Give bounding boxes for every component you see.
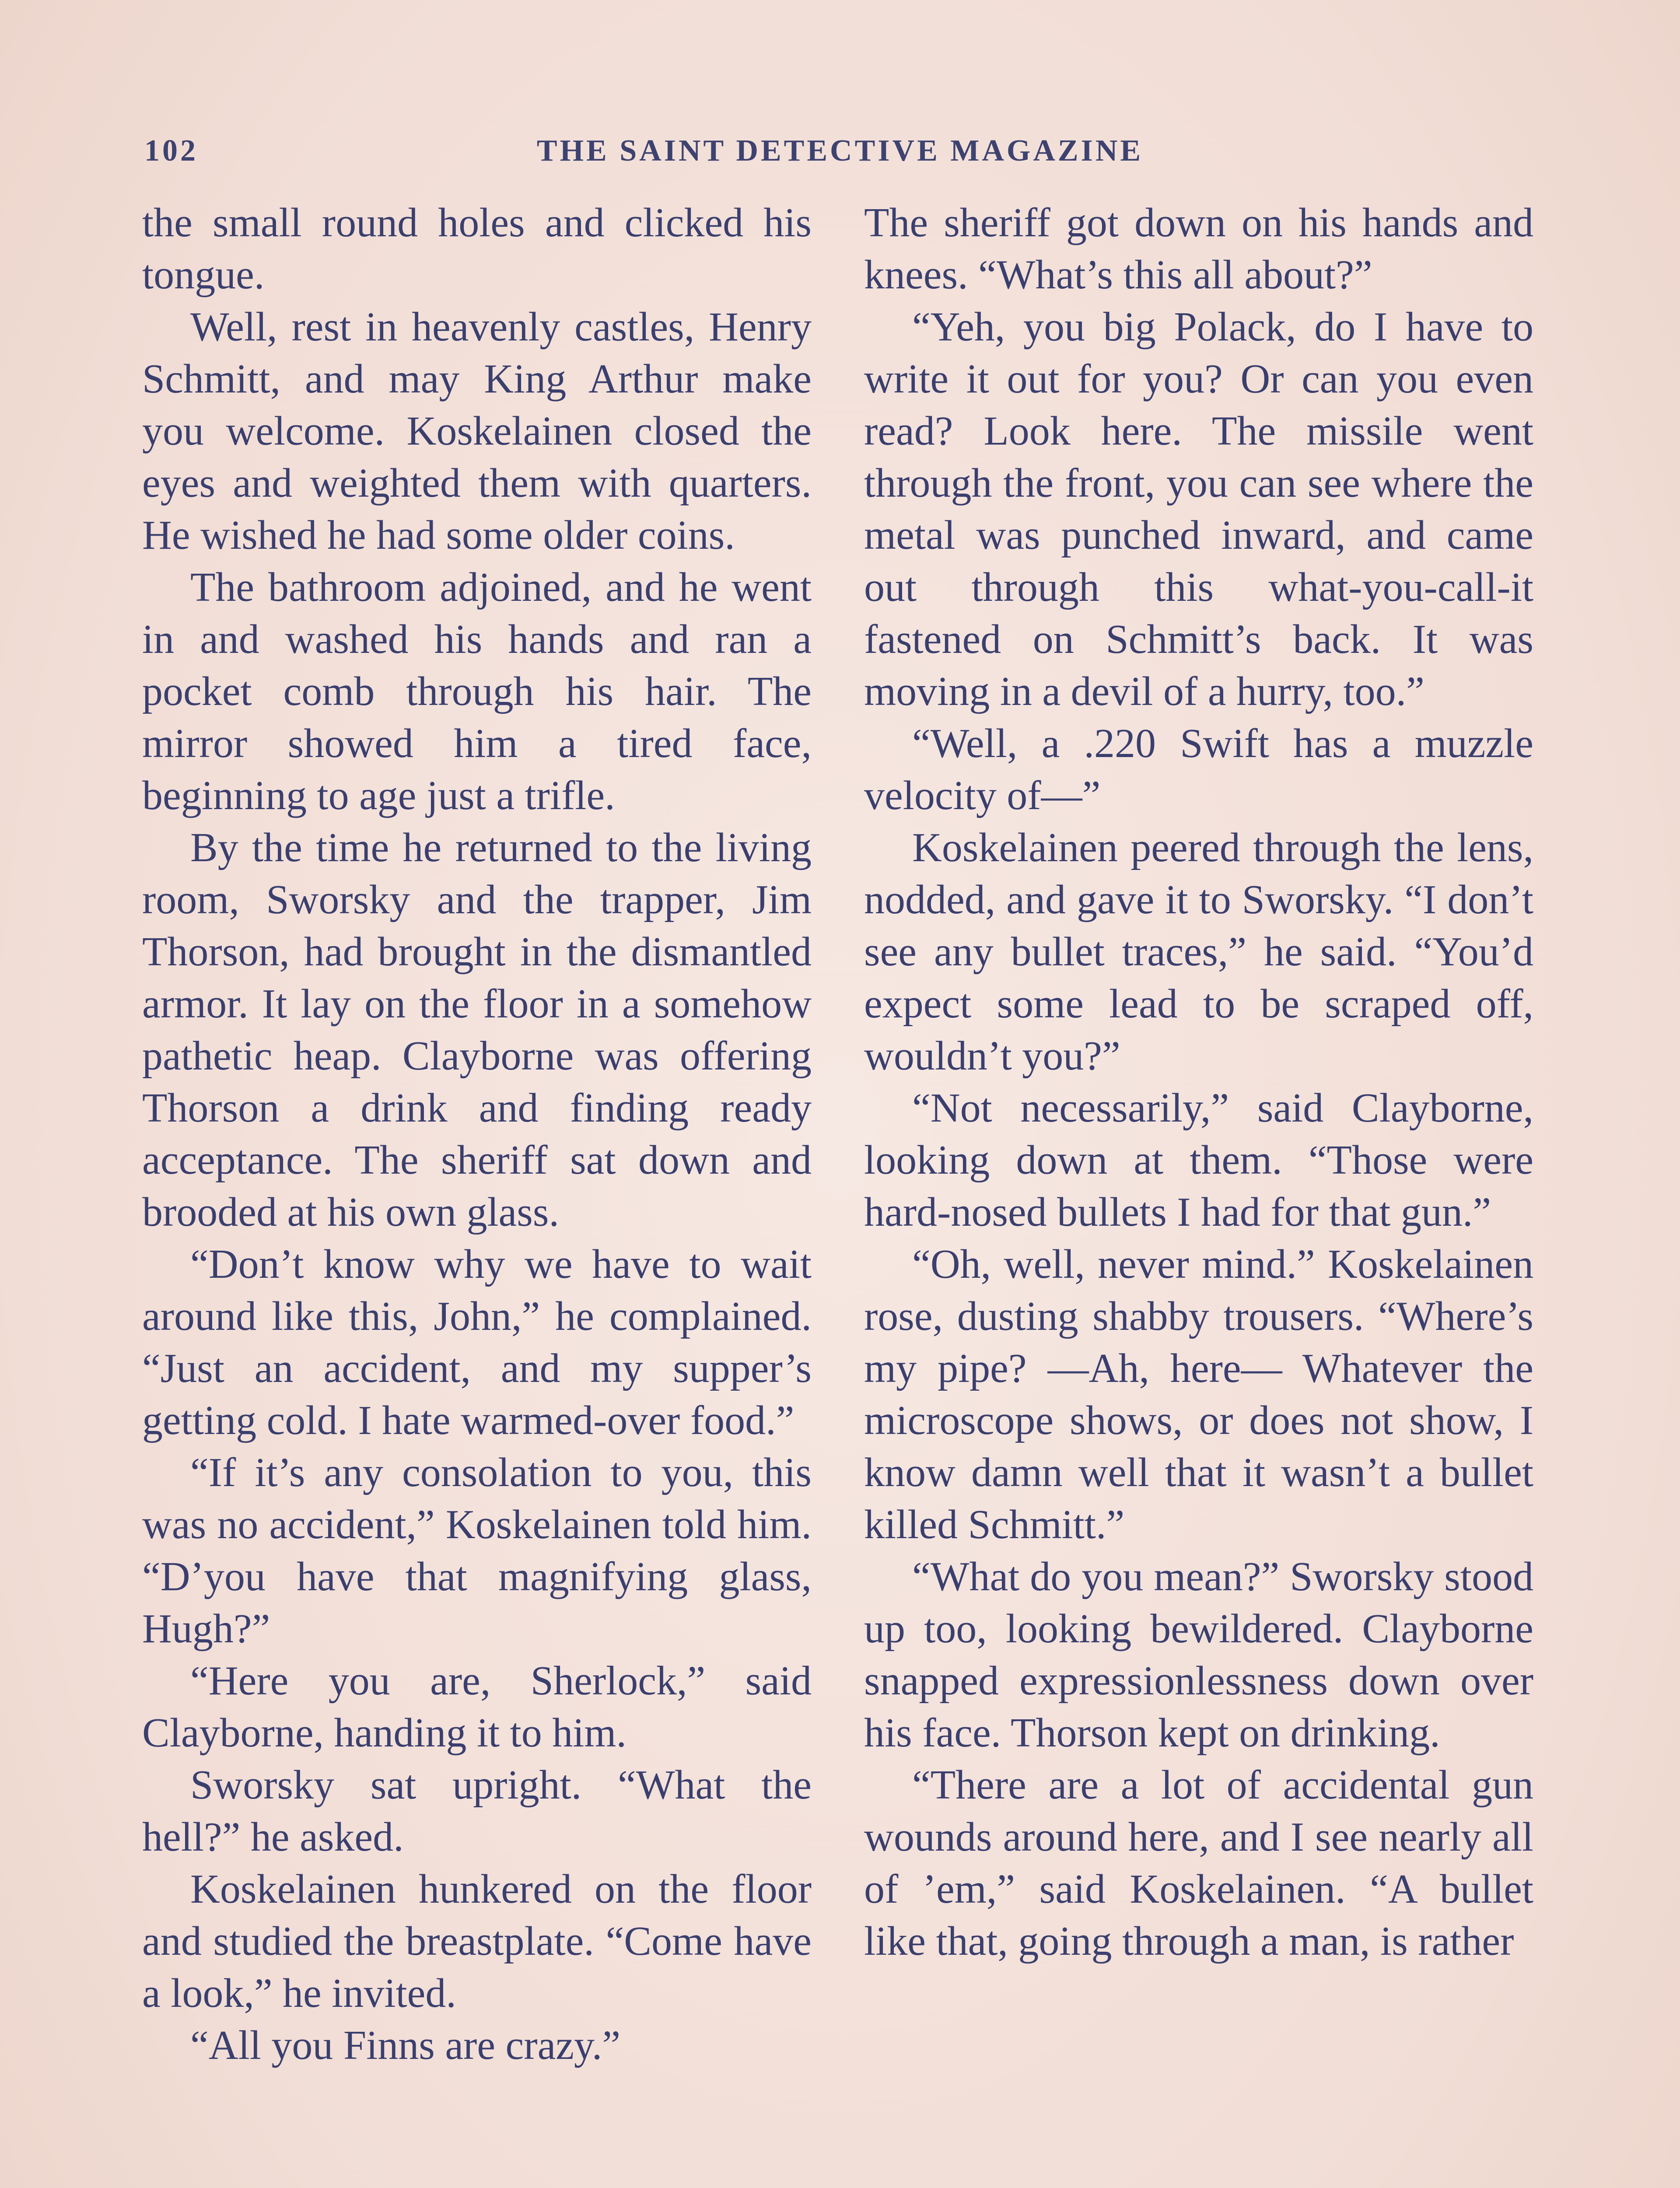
paragraph: the small round holes and clicked his tongue.: [142, 200, 812, 298]
paragraph: “Not necessarily,” said Clayborne, looking down at them. “Those were hard-nosed bullets I had for that gun.”: [864, 1085, 1533, 1235]
text-columns: [142, 197, 1533, 2188]
paragraph: Sworsky sat upright. “What the hell?” he asked.: [142, 1762, 812, 1860]
paragraph: “If it’s any consolation to you, this was no accident,” Koskelainen told him. “D’you have that magnifying glass, Hugh?”: [142, 1450, 812, 1652]
running-head: THE SAINT DETECTIVE MAGAZINE: [536, 134, 1144, 168]
right-column: [864, 197, 1533, 1967]
left-column: [142, 197, 812, 2072]
paragraph: “Don’t know why we have to wait around like this, John,” he complained. “Just an accident, and my supper’s getting cold. I hate warmed-over food.”: [142, 1241, 812, 1443]
paragraph: “Well, a .220 Swift has a muzzle velocity of—”: [864, 721, 1533, 818]
paragraph: Koskelainen peered through the lens, nodded, and gave it to Sworsky. “I don’t see any bullet traces,” he said. “You’d expect some lead to be scraped off, wouldn’t you?”: [864, 825, 1533, 1079]
paragraph: “All you Finns are crazy.”: [190, 2023, 621, 2068]
paragraph: “Oh, well, never mind.” Koskelainen rose, dusting shabby trousers. “Where’s my pipe? —Ah, here— Whatever the microscope shows, or does not show, I know damn well that it wasn’t a bullet killed Schmitt.”: [864, 1241, 1533, 1547]
paragraph: “There are a lot of accidental gun wounds around here, and I see nearly all of ’em,” said Koskelainen. “A bullet like that, going through a man, is rather: [864, 1762, 1533, 1964]
paragraph: “What do you mean?” Sworsky stood up too, looking bewildered. Clayborne snapped expressionlessness down over his face. Thorson kept on drinking.: [864, 1554, 1533, 1756]
page-header: [144, 133, 1536, 173]
page-number: 102: [144, 134, 198, 168]
paragraph: Well, rest in heavenly castles, Henry Schmitt, and may King Arthur make you welcome. Koskelainen closed the eyes and weighted them with quarters. He wished he had some older coins.: [142, 304, 812, 558]
paragraph: By the time he returned to the living room, Sworsky and the trapper, Jim Thorson, had brought in the dismantled armor. It lay on the floor in a somehow pathetic heap. Clayborne was offering Thorson a drink and finding ready acceptance. The sheriff sat down and brooded at his own glass.: [142, 825, 812, 1235]
paragraph: The sheriff got down on his hands and knees. “What’s this all about?”: [864, 200, 1533, 298]
paragraph: The bathroom adjoined, and he went in and washed his hands and ran a pocket comb through his hair. The mirror showed him a tired face, beginning to age just a trifle.: [142, 565, 812, 818]
paragraph: “Here you are, Sherlock,” said Clayborne, handing it to him.: [142, 1658, 812, 1756]
paragraph: “Yeh, you big Polack, do I have to write it out for you? Or can you even read? Look here. The missile went through the front, you can see where the metal was punched inward, and came out through this what-you-call-it fastened on Schmitt’s back. It was moving in a devil of a hurry, too.”: [864, 304, 1533, 714]
paragraph: Koskelainen hunkered on the floor and studied the breastplate. “Come have a look,” he invited.: [142, 1866, 812, 2016]
